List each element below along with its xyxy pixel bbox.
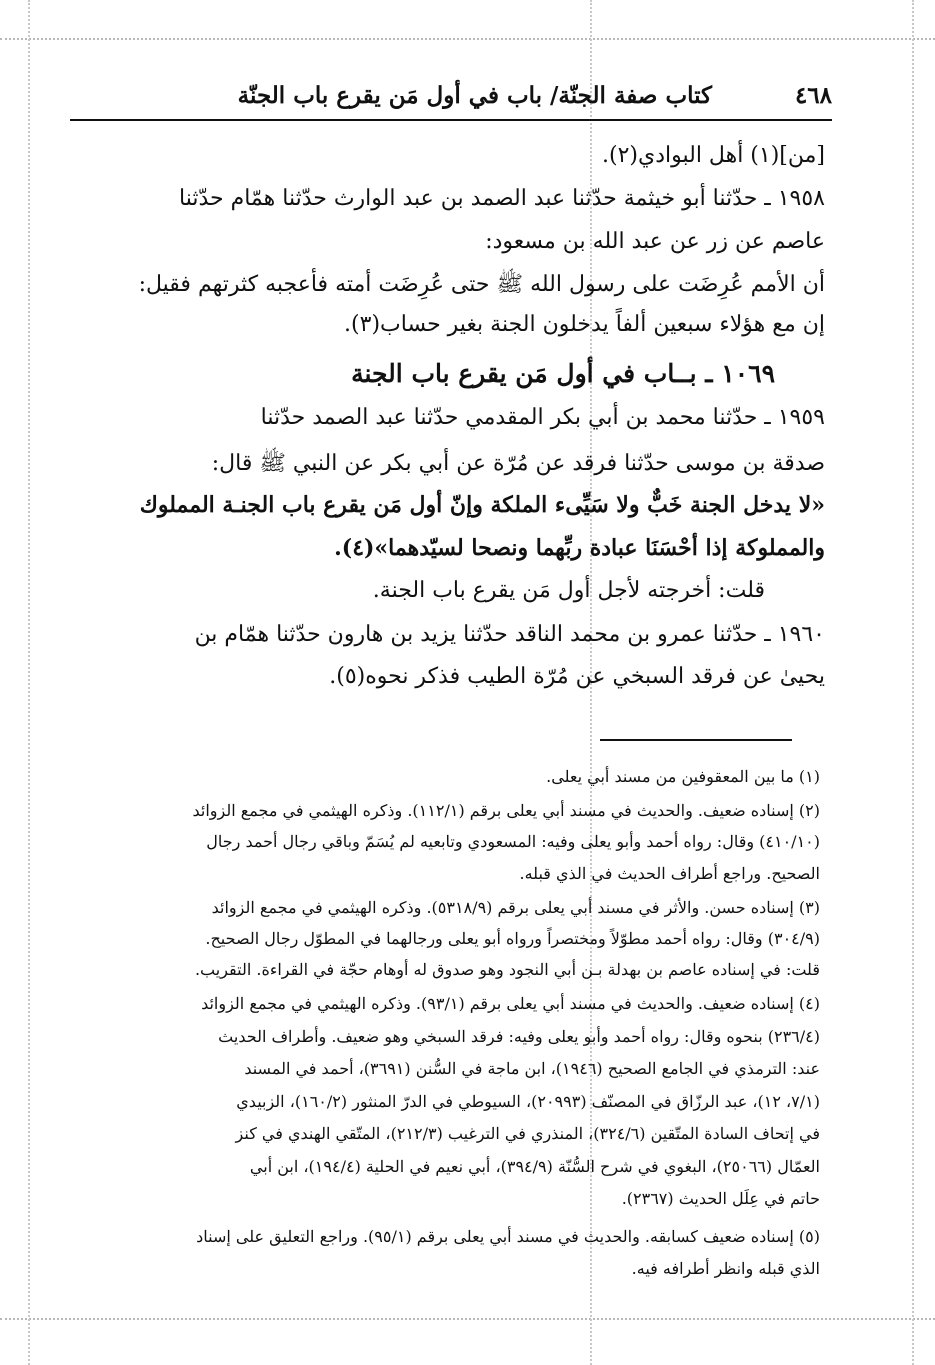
header-rule <box>70 119 832 121</box>
footnote-line: (٤١٠/١٠) وقال: رواه أحمد وأبو يعلى وفيه: المسعودي وتابعيه لم يُسَمّ وباقي رجال أحمد رجال <box>206 832 820 851</box>
footnote-line: (٥) إسناده ضعيف كسابقه. والحديث في مسند أبي يعلى برقم (٩٥/١). وراجع التعليق على إسناد <box>196 1227 820 1246</box>
body-line: أن الأمم عُرِضَت على رسول الله ﷺ حتى عُرِضَت أمته فأعجبه كثرتهم فقيل: <box>138 272 825 297</box>
chapter-heading: ١٠٦٩ ـ بــاب في أول مَن يقرع باب الجنة <box>351 359 775 388</box>
hadith-1959-line: ١٩٥٩ ـ حدّثنا محمد بن أبي بكر المقدمي حدّثنا عبد الصمد حدّثنا <box>260 405 825 430</box>
body-line: عاصم عن زر عن عبد الله بن مسعود: <box>485 229 825 254</box>
footnote-line: قلت: في إسناده عاصم بن بهدلة بـن أبي النجود وهو صدوق له أوهام حجّة في القراءة. التقريب. <box>194 960 820 979</box>
footnote-line: الصحيح. وراجع أطراف الحديث في الذي قبله. <box>519 864 820 883</box>
footnote-line: (٧/١، ١٢)، عبد الرزّاق في المصنّف (٢٠٩٩٣)، السيوطي في الدرّ المنثور (١٦٠/٢)، الزبيدي <box>236 1092 820 1111</box>
body-line: صدقة بن موسى حدّثنا فرقد عن مُرّة عن أبي بكر عن النبي ﷺ قال: <box>211 451 825 476</box>
footnote-line: في إتحاف السادة المتّقين (٣٢٤/٦)، المنذري في الترغيب (٢١٢/٣)، المتّقي الهندي في كنز <box>235 1124 820 1143</box>
footnote-line: عند: الترمذي في الجامع الصحيح (١٩٤٦)، ابن ماجة في السُّنن (٣٦٩١)، أحمد في المسند <box>244 1059 820 1078</box>
hadith-text-line: «لا يدخل الجنة خَبٌّ ولا سَيِّىء الملكة وإنّ أول مَن يقرع باب الجنـة المملوك <box>139 492 825 518</box>
hadith-1960-line: ١٩٦٠ ـ حدّثنا عمرو بن محمد الناقد حدّثنا يزيد بن هارون حدّثنا همّام بن <box>194 622 825 647</box>
body-line: [من](١) أهل البوادي(٢). <box>602 143 825 168</box>
footnote-line: (٤) إسناده ضعيف. والحديث في مسند أبي يعلى برقم (٩٣/١). وذكره الهيثمي في مجمع الزوائد <box>201 994 820 1013</box>
hadith-text-line: والمملوكة إذا أحْسَنَا عبادة ربِّهما ونصحا لسيّدهما»(٤). <box>334 535 825 561</box>
footnote-line: الذي قبله وانظر أطرافه فيه. <box>631 1259 820 1278</box>
footnote-line: (٢) إسناده ضعيف. والحديث في مسند أبي يعلى برقم (١١٢/١). وذكره الهيثمي في مجمع الزوائد <box>192 801 820 820</box>
footnote-line: (٣) إسناده حسن. والأثر في مسند أبي يعلى برقم (٥٣١٨/٩). وذكره الهيثمي في مجمع الزوائد <box>211 898 820 917</box>
header-title: كتاب صفة الجنّة/ باب في أول مَن يقرع باب الجنّة <box>237 82 712 109</box>
body-line: يحيىٰ عن فرقد السبخي عن مُرّة الطيب فذكر نحوه(٥). <box>329 664 825 689</box>
hadith-1958-line: ١٩٥٨ ـ حدّثنا أبو خيثمة حدّثنا عبد الصمد بن عبد الوارث حدّثنا همّام حدّثنا <box>179 186 825 211</box>
footnote-line: (١) ما بين المعقوفين من مسند أبي يعلى. <box>546 767 820 786</box>
scan-dotted-line-left <box>28 0 30 1365</box>
footnote-line: (٢٣٦/٤) بنحوه وقال: رواه أحمد وأبو يعلى وفيه: فرقد السبخي وهو ضعيف. وأطراف الحديث <box>218 1027 820 1046</box>
footnote-line: (٣٠٤/٩) وقال: رواه أحمد مطوّلاً ومختصراً ورواه أبو يعلى ورجالهما في المطوّل رجال الصحيح. <box>205 929 820 948</box>
running-header <box>70 80 832 116</box>
footnote-line: العمّال (٢٥٠٦٦)، البغوي في شرح السُّنّة (٣٩٤/٩)، أبي نعيم في الحلية (١٩٤/٤)، ابن أبي <box>249 1157 820 1176</box>
scan-dotted-line-right <box>912 0 914 1365</box>
scan-dotted-line-top <box>0 38 935 40</box>
scan-dotted-line-bottom <box>0 1318 935 1320</box>
footnote-line: حاتم في عِلَل الحديث (٢٣٦٧). <box>621 1189 820 1208</box>
author-note-line: قلت: أخرجته لأجل أول مَن يقرع باب الجنة. <box>372 578 765 603</box>
footnote-separator <box>600 739 792 741</box>
page-number: ٤٦٨ <box>794 82 832 109</box>
body-line: إن مع هؤلاء سبعين ألفاً يدخلون الجنة بغير حساب(٣). <box>344 312 825 337</box>
